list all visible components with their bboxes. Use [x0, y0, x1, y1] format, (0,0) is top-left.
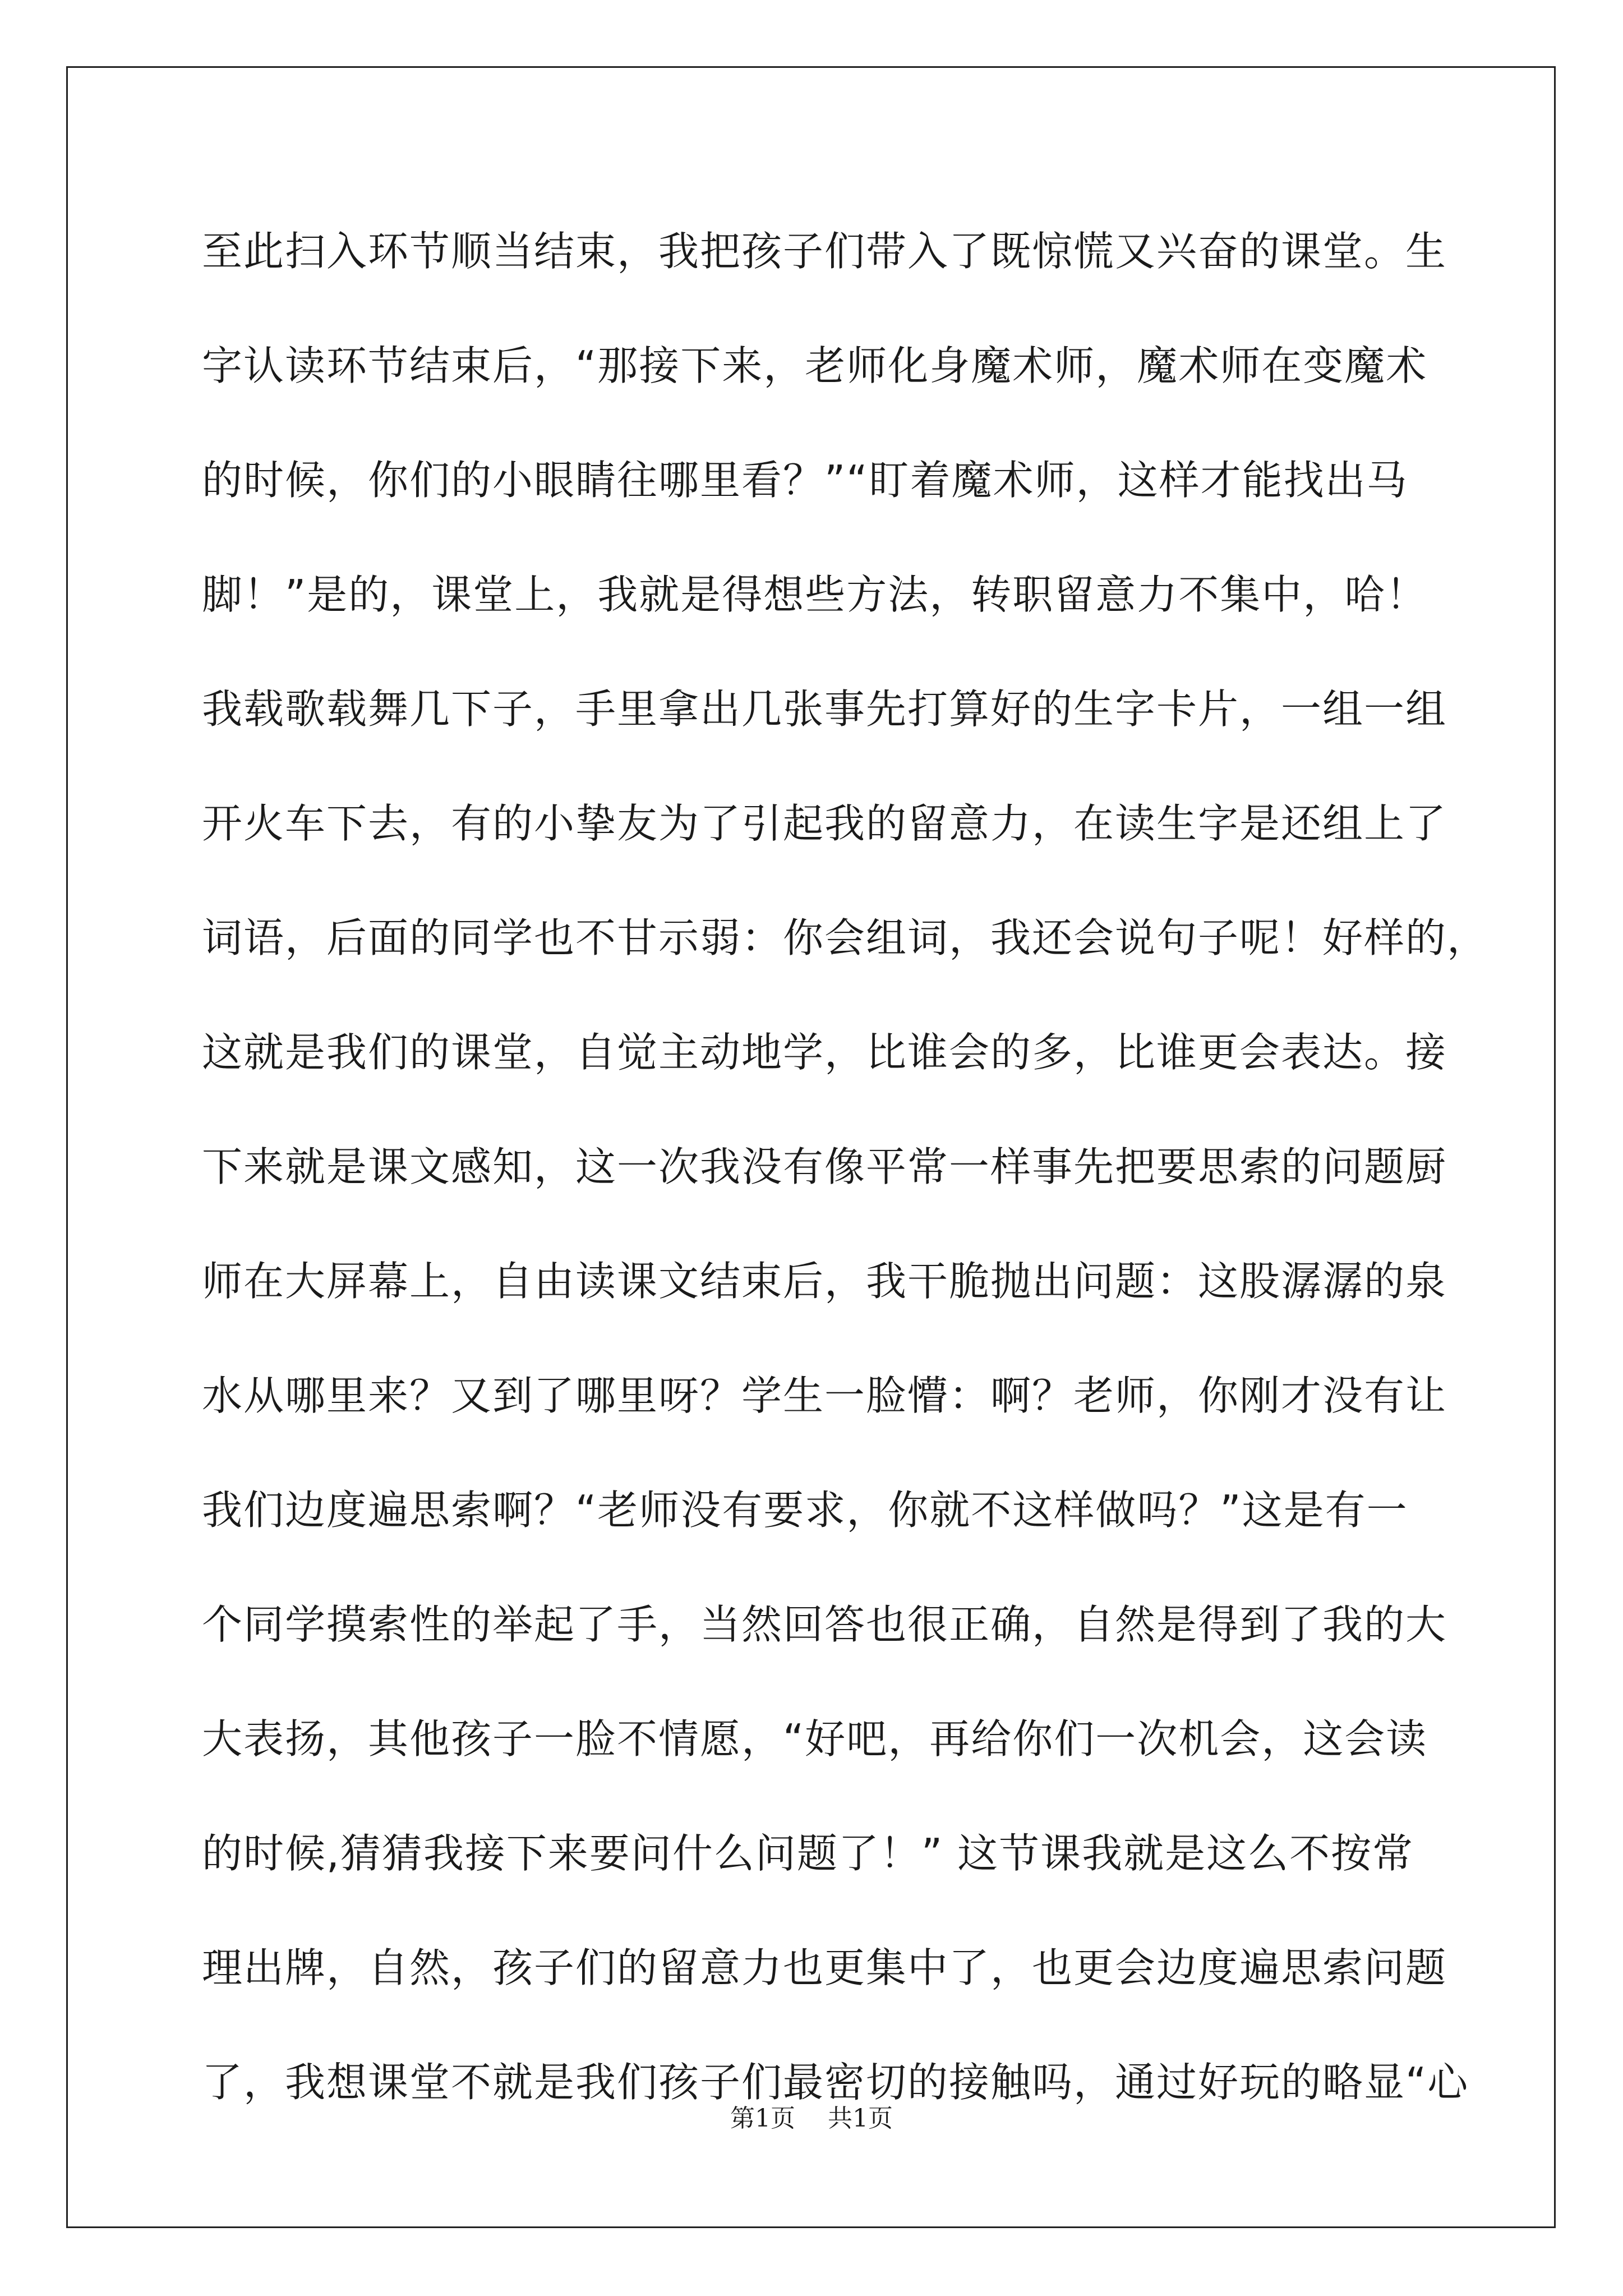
text-line: 下来就是课文感知，这一次我没有像平常一样事先把要思索的问题厨: [202, 1143, 1447, 1190]
page-number-current: 第1页: [730, 2104, 795, 2133]
text-line: 的时候,猜猜我接下来要问什么问题了！” 这节课我就是这么不按常: [202, 1830, 1414, 1877]
text-line: 个同学摸索性的举起了手，当然回答也很正确，自然是得到了我的大: [202, 1601, 1447, 1648]
text-line: 词语，后面的同学也不甘示弱：你会组词，我还会说句子呢！好样的，: [202, 914, 1489, 961]
text-line: 理出牌，自然，孩子们的留意力也更集中了，也更会边度遍思索问题: [202, 1944, 1447, 1991]
text-line: 字认读环节结束后，“那接下来，老师化身魔术师，魔术师在变魔术: [202, 342, 1428, 389]
text-line: 开火车下去，有的小挚友为了引起我的留意力，在读生字是还组上了: [202, 800, 1447, 847]
text-line: 我们边度遍思索啊？“老师没有要求，你就不这样做吗？”这是有一: [202, 1487, 1408, 1534]
text-line: 水从哪里来？又到了哪里呀？学生一脸懵：啊？老师，你刚才没有让: [202, 1372, 1447, 1419]
text-line: 我载歌载舞几下子，手里拿出几张事先打算好的生字卡片，一组一组: [202, 685, 1447, 733]
text-line: 的时候，你们的小眼睛往哪里看？”“盯着魔术师，这样才能找出马: [202, 457, 1408, 504]
text-line: 这就是我们的课堂，自觉主动地学，比谁会的多，比谁更会表达。接: [202, 1029, 1447, 1076]
text-line: 至此扫入环节顺当结束，我把孩子们带入了既惊慌又兴奋的课堂。生: [202, 228, 1447, 275]
text-line: 脚！”是的，课堂上，我就是得想些方法，转职留意力不集中，哈！: [202, 571, 1428, 618]
text-line: 大表扬，其他孩子一脸不情愿，“好吧，再给你们一次机会，这会读: [202, 1715, 1428, 1763]
page-footer: [0, 2098, 1623, 2134]
page-number-total: 共1页: [828, 2104, 893, 2133]
text-line: 师在大屏幕上，自由读课文结束后，我干脆抛出问题：这股潺潺的泉: [202, 1258, 1447, 1305]
document-body: [202, 218, 1489, 2163]
text-line: 了，我想课堂不就是我们孩子们最密切的接触吗，通过好玩的略显“心: [202, 2059, 1469, 2106]
